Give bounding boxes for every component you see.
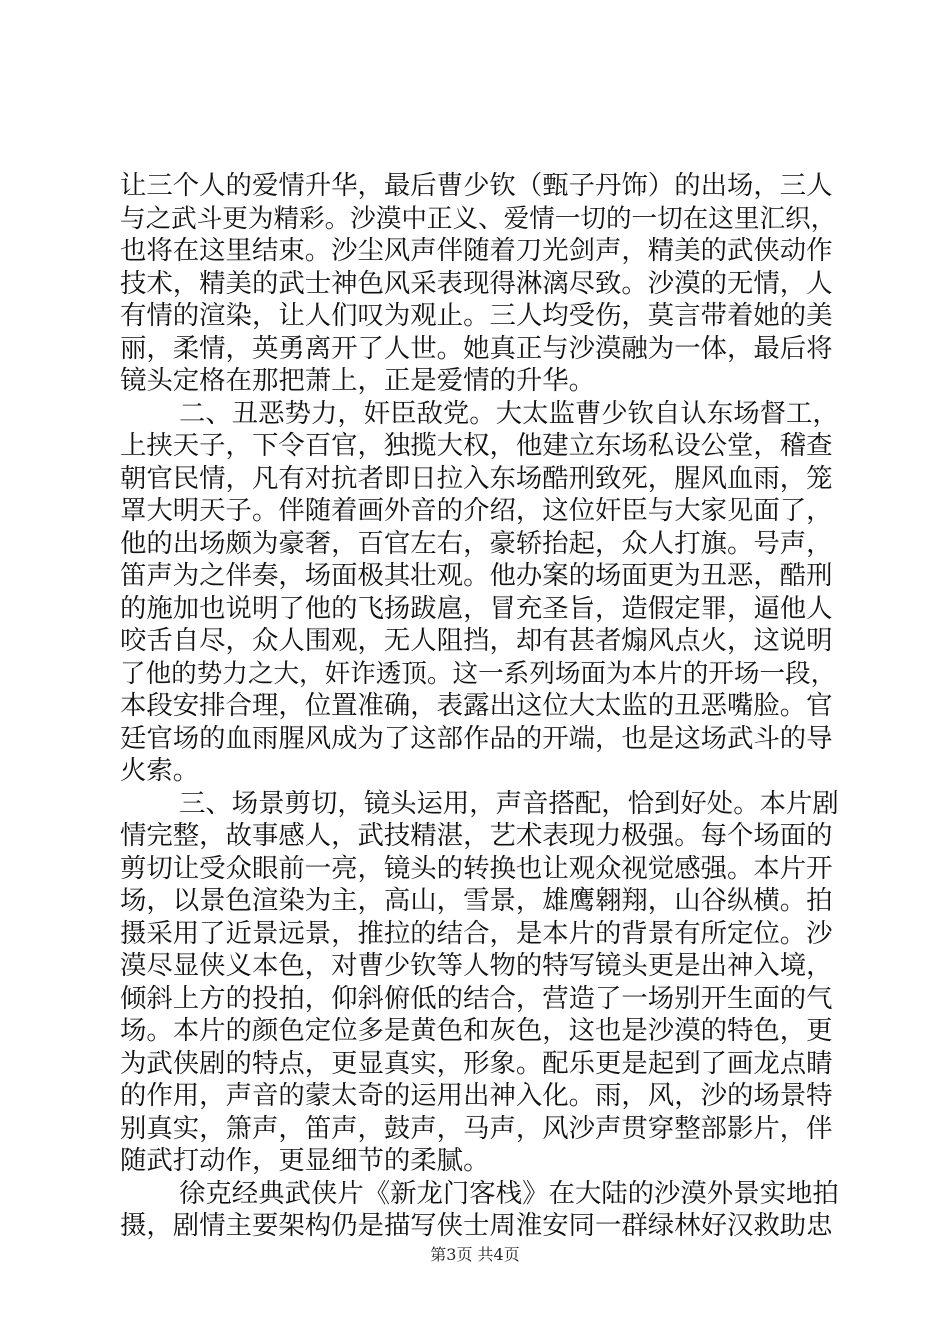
text-line: 朝官民情，凡有对抗者即日拉入东场酷刑致死，腥风血雨，笼 [120, 462, 833, 494]
text-line: 徐克经典武侠片《新龙门客栈》在大陆的沙漠外景实地拍 [179, 1177, 839, 1209]
text-line: 的作用，声音的蒙太奇的运用出神入化。雨，风，沙的场景特 [120, 1080, 833, 1111]
text-line: 为武侠剧的特点，更显真实，形象。配乐更是起到了画龙点睛 [120, 1047, 833, 1079]
text-line: 别真实，箫声，笛声，鼓声，马声，风沙声贯穿整部影片，伴 [120, 1112, 833, 1144]
page-footer: 第3页 共4页 [430, 1245, 520, 1264]
text-line: 剪切让受众眼前一亮，镜头的转换也让观众视觉感强。本片开 [120, 852, 833, 884]
text-line: 摄采用了近景远景，推拉的结合，是本片的背景有所定位。沙 [120, 917, 833, 949]
text-line: 也将在这里结束。沙尘风声伴随着刀光剑声，精美的武侠动作 [120, 235, 833, 266]
text-line: 与之武斗更为精彩。沙漠中正义、爱情一切的一切在这里汇织， [120, 203, 837, 234]
paragraph-p4 [120, 1178, 840, 1243]
text-line: 咬舌自尽，众人围观，无人阻挡，却有甚者煽风点火，这说明 [120, 625, 833, 656]
text-line: 火索。 [120, 755, 200, 786]
text-line: 廷官场的血雨腥风成为了这部作品的开端，也是这场武斗的导 [120, 722, 833, 754]
text-line: 让三个人的爱情升华，最后曹少钦（甄子丹饰）的出场，三人 [120, 170, 833, 201]
text-line: 场，以景色渲染为主，高山，雪景，雄鹰翱翔，山谷纵横。拍 [120, 885, 833, 916]
text-line: 了他的势力之大，奸诈透顶。这一系列场面为本片的开场一段， [120, 658, 837, 689]
paragraph-p2 [120, 398, 840, 788]
text-line: 三、场景剪切，镜头运用，声音搭配，恰到好处。本片剧 [179, 787, 839, 819]
text-line: 的施加也说明了他的飞扬跋扈，冒充圣旨，造假定罪，逼他人 [120, 592, 833, 624]
text-line: 有情的渲染，让人们叹为观止。三人均受伤，莫言带着她的美 [120, 300, 833, 331]
document-body [120, 170, 840, 1243]
text-line: 笛声为之伴奏，场面极其壮观。他办案的场面更为丑恶，酷刑 [120, 560, 833, 591]
text-line: 罩大明天子。伴随着画外音的介绍，这位奸臣与大家见面了， [120, 495, 833, 526]
text-line: 镜头定格在那把萧上，正是爱情的升华。 [120, 365, 596, 396]
text-line: 技术，精美的武士神色风采表现得淋漓尽致。沙漠的无情，人 [120, 267, 833, 299]
text-line: 他的出场颇为豪奢，百官左右，豪轿抬起，众人打旗。号声， [120, 527, 833, 559]
text-line: 场。本片的颜色定位多是黄色和灰色，这也是沙漠的特色，更 [120, 1015, 833, 1046]
text-line: 上挟天子，下令百官，独揽大权，他建立东场私设公堂，稽查 [120, 430, 833, 461]
text-line: 随武打动作，更显细节的柔腻。 [120, 1145, 490, 1176]
text-line: 情完整，故事感人，武技精湛，艺术表现力极强。每个场面的 [120, 820, 833, 851]
text-line: 本段安排合理，位置准确，表露出这位大太监的丑恶嘴脸。官 [120, 690, 833, 721]
text-line: 丽，柔情，英勇离开了人世。她真正与沙漠融为一体，最后将 [120, 332, 833, 364]
text-line: 倾斜上方的投拍，仰斜俯低的结合，营造了一场别开生面的气 [120, 982, 833, 1014]
paragraph-p3 [120, 788, 840, 1178]
text-line: 摄，剧情主要架构仍是描写侠士周淮安同一群绿林好汉救助忠 [120, 1210, 833, 1241]
paragraph-p1 [120, 170, 840, 398]
text-line: 漠尽显侠义本色，对曹少钦等人物的特写镜头更是出神入境， [120, 950, 833, 981]
text-line: 二、丑恶势力，奸臣敌党。大太监曹少钦自认东场督工， [179, 397, 839, 429]
